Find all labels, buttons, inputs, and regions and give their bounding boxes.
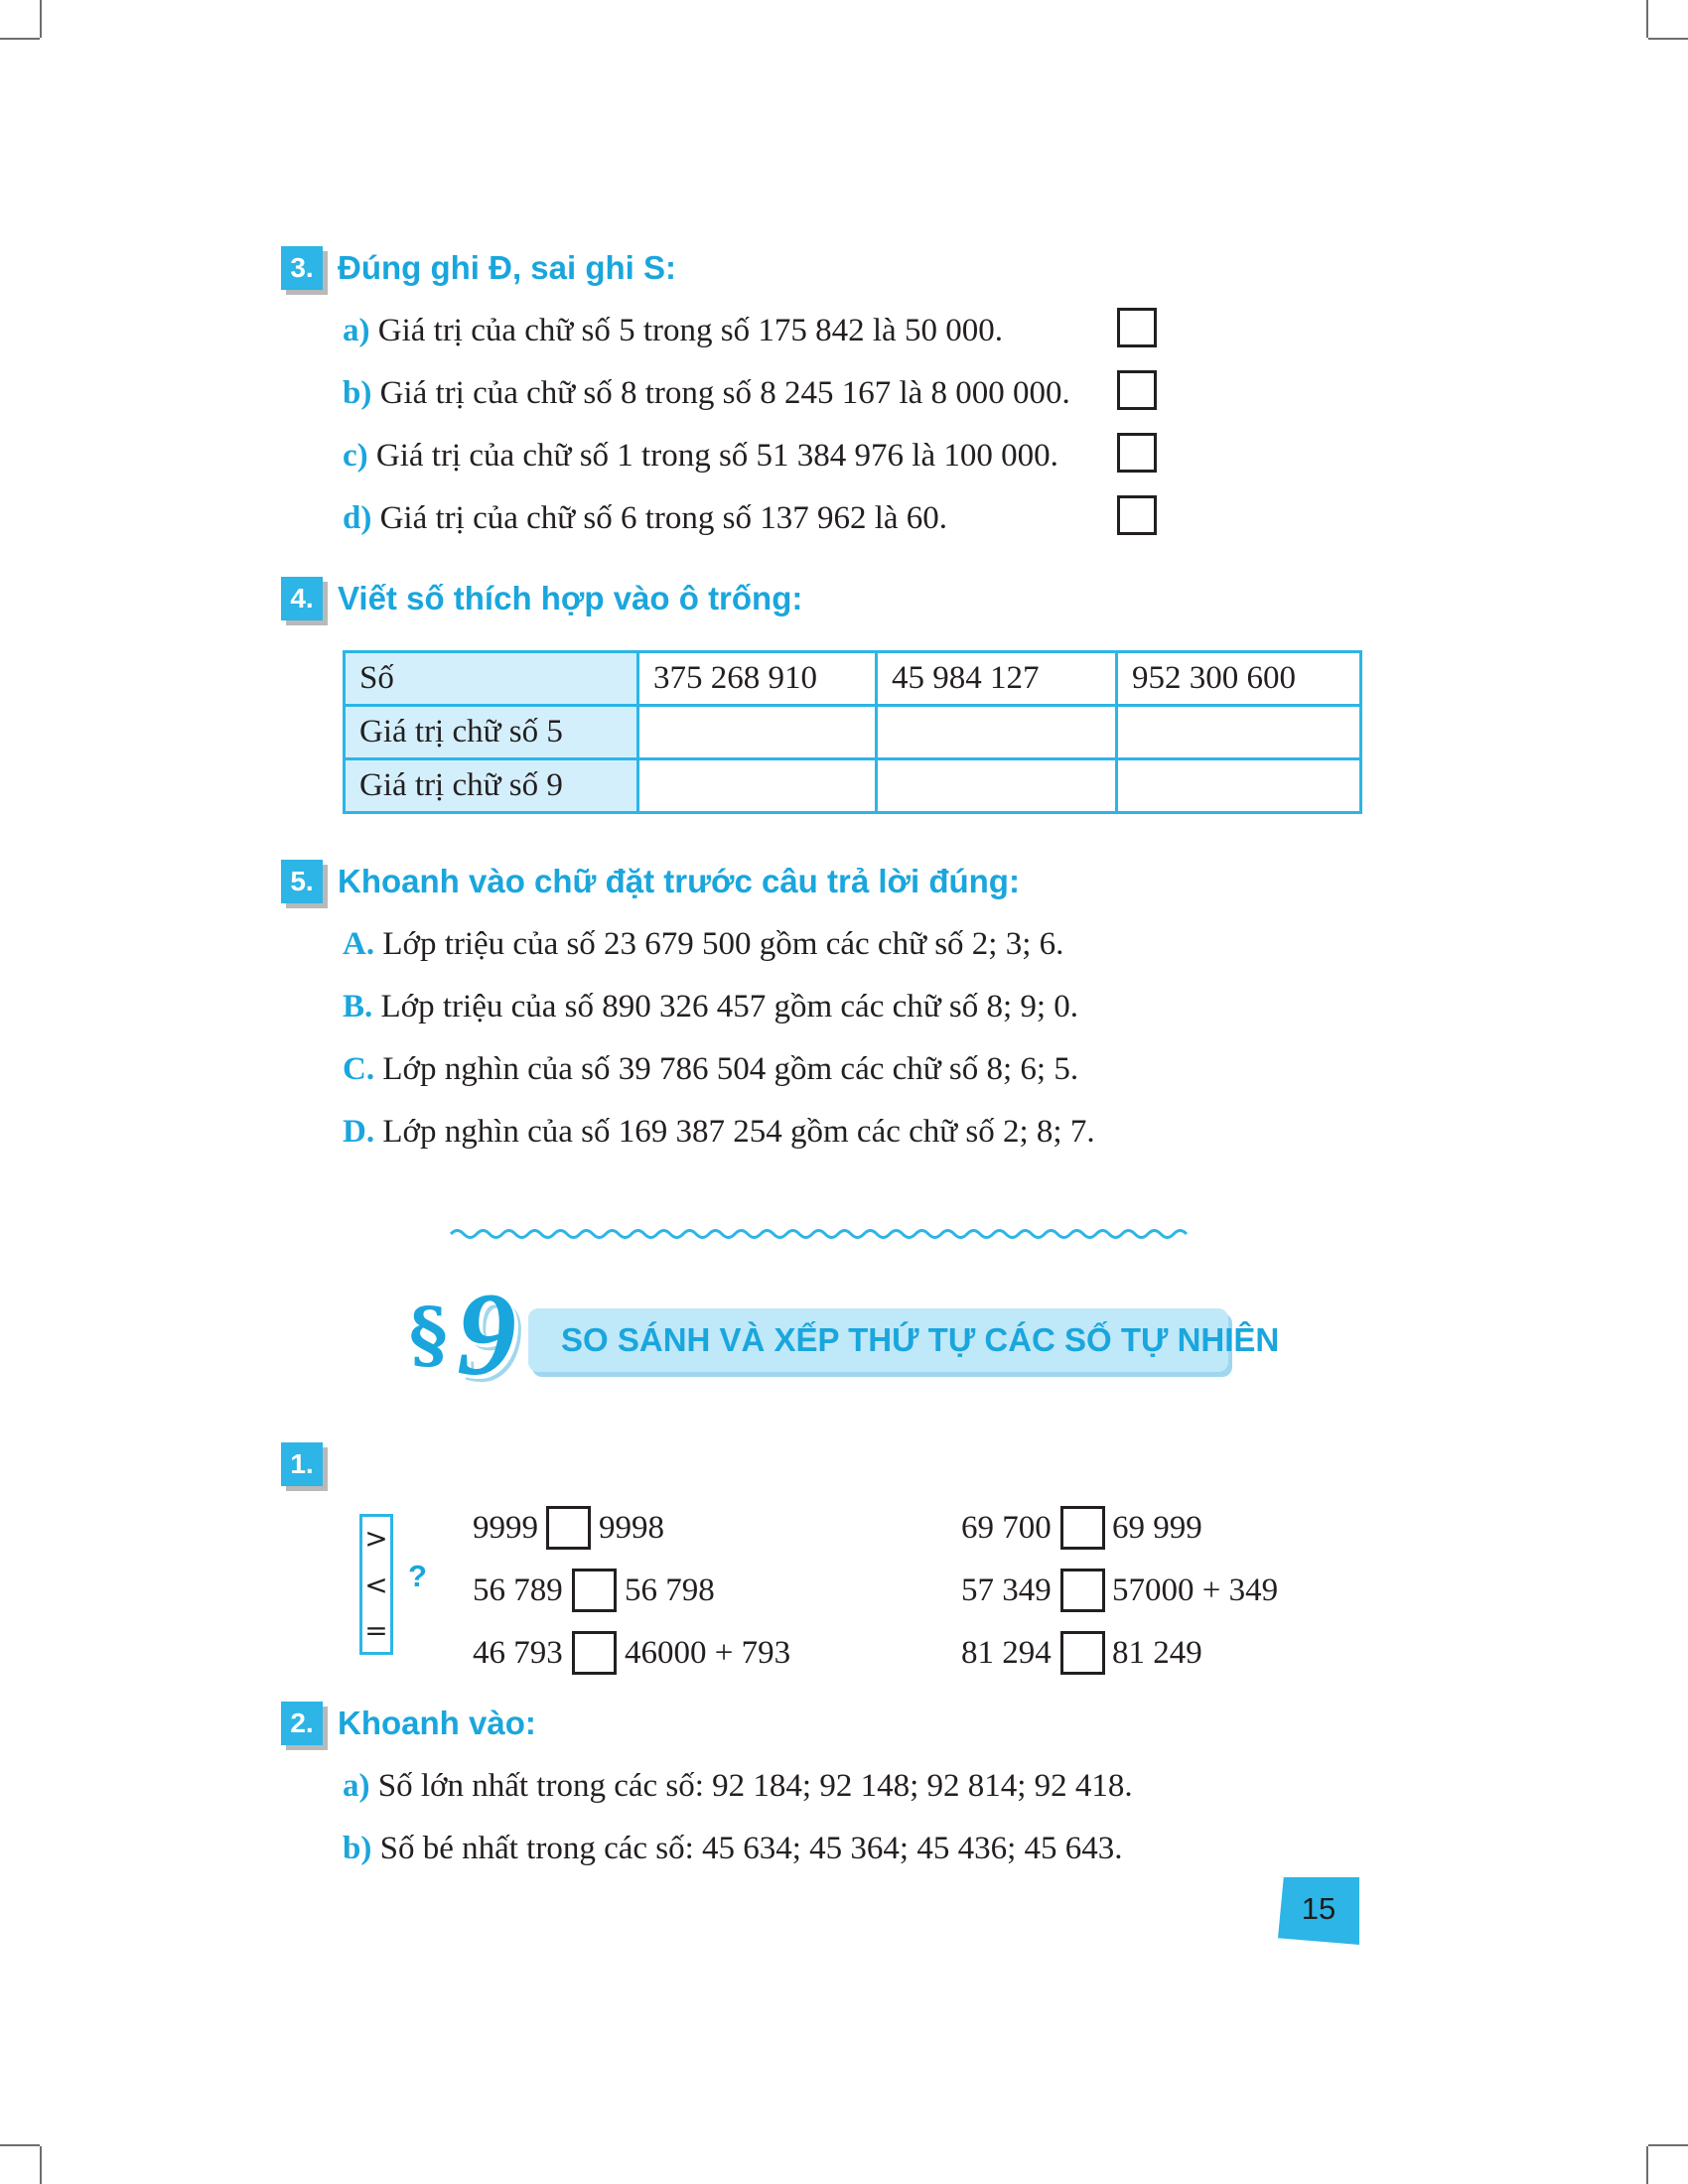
crop-mark [1646, 0, 1648, 38]
option-label: D. [343, 1114, 375, 1150]
greater-than-sign: > [364, 1522, 388, 1555]
exercise-3-item-a [343, 309, 1003, 352]
answer-box-3a[interactable] [1117, 308, 1157, 347]
wavy-divider [449, 1224, 1189, 1244]
table-cell-number: 952 300 600 [1117, 652, 1361, 706]
section-symbol: § [409, 1293, 448, 1378]
option-text: Lớp nghìn của số 169 387 254 gồm các chữ số 2; 8; 7. [382, 1114, 1095, 1150]
compare-right-a: 57 349 [961, 1572, 1052, 1608]
page-number: 15 [1301, 1891, 1336, 1926]
compare-right-a: 69 700 [961, 1510, 1052, 1546]
table-row [345, 759, 1361, 813]
exercise-4-badge: 4. [281, 577, 323, 620]
exercise-5-title: Khoanh vào chữ đặt trước câu trả lời đúng: [338, 863, 1020, 899]
section-number: 9 [457, 1268, 516, 1400]
item-text: Số lớn nhất trong các số: 92 184; 92 148; 92 814; 92 418. [377, 1768, 1133, 1804]
compare-box[interactable] [572, 1631, 617, 1675]
exercise-3-item-b [343, 371, 1070, 415]
exercise-5-badge: 5. [281, 860, 323, 903]
s9-exercise-2-title: Khoanh vào: [338, 1705, 536, 1741]
option-label: A. [343, 926, 375, 962]
question-mark: ? [408, 1559, 427, 1593]
table-row [345, 652, 1361, 706]
item-label: c) [343, 438, 368, 474]
crop-mark [40, 2146, 42, 2184]
blank-cell[interactable] [877, 759, 1117, 813]
option-text: Lớp triệu của số 23 679 500 gồm các chữ số 2; 3; 6. [382, 926, 1064, 962]
item-text: Giá trị của chữ số 5 trong số 175 842 là 50 000. [377, 313, 1003, 348]
row-label-digit-9: Giá trị chữ số 9 [345, 759, 638, 813]
compare-box[interactable] [1060, 1569, 1105, 1612]
compare-left-a: 9999 [473, 1510, 538, 1546]
compare-left-a: 56 789 [473, 1572, 563, 1608]
item-label: a) [343, 1768, 370, 1804]
crop-mark [0, 2144, 40, 2146]
answer-box-3d[interactable] [1117, 495, 1157, 535]
exercise-3-badge: 3. [281, 246, 323, 290]
section-title: SO SÁNH VÀ XẾP THỨ TỰ CÁC SỐ TỰ NHIÊN [561, 1321, 1280, 1358]
exercise-3-item-d [343, 496, 947, 540]
compare-right-b: 57000 + 349 [1112, 1572, 1279, 1608]
s9-exercise-2-badge: 2. [281, 1702, 323, 1745]
item-label: b) [343, 1831, 372, 1866]
item-text: Giá trị của chữ số 6 trong số 137 962 là 60. [379, 500, 948, 536]
row-label-number: Số [345, 652, 638, 706]
compare-right-b: 81 249 [1112, 1635, 1202, 1671]
table-cell-number: 375 268 910 [638, 652, 877, 706]
item-text: Số bé nhất trong các số: 45 634; 45 364; 45 436; 45 643. [379, 1831, 1123, 1866]
option-a[interactable] [343, 922, 1063, 966]
equals-sign: = [364, 1614, 388, 1647]
item-text: Giá trị của chữ số 8 trong số 8 245 167 là 8 000 000. [379, 375, 1070, 411]
crop-mark [40, 0, 42, 38]
compare-box[interactable] [572, 1569, 617, 1612]
option-text: Lớp triệu của số 890 326 457 gồm các chữ số 8; 9; 0. [380, 989, 1079, 1024]
answer-box-3b[interactable] [1117, 370, 1157, 410]
blank-cell[interactable] [1117, 706, 1361, 759]
item-label: b) [343, 375, 372, 411]
option-d[interactable] [343, 1110, 1095, 1154]
operator-column [359, 1514, 393, 1655]
s9-exercise-2-item-b [343, 1827, 1123, 1870]
option-label: C. [343, 1051, 375, 1087]
compare-box[interactable] [1060, 1506, 1105, 1550]
blank-cell[interactable] [877, 706, 1117, 759]
table-row [345, 706, 1361, 759]
blank-cell[interactable] [638, 759, 877, 813]
blank-cell[interactable] [638, 706, 877, 759]
compare-box[interactable] [546, 1506, 591, 1550]
blank-cell[interactable] [1117, 759, 1361, 813]
item-text: Giá trị của chữ số 1 trong số 51 384 976 là 100 000. [375, 438, 1058, 474]
option-text: Lớp nghìn của số 39 786 504 gồm các chữ số 8; 6; 5. [382, 1051, 1079, 1087]
less-than-sign: < [364, 1569, 388, 1601]
compare-left-b: 46000 + 793 [625, 1635, 791, 1671]
item-label: a) [343, 313, 370, 348]
compare-left-b: 9998 [599, 1510, 664, 1546]
exercise-3-title: Đúng ghi Đ, sai ghi S: [338, 249, 676, 286]
option-b[interactable] [343, 985, 1078, 1028]
s9-exercise-2-item-a [343, 1764, 1133, 1808]
compare-left-b: 56 798 [625, 1572, 715, 1608]
option-label: B. [343, 989, 373, 1024]
exercise-3-item-c [343, 434, 1058, 478]
crop-mark [0, 38, 40, 40]
compare-right-a: 81 294 [961, 1635, 1052, 1671]
compare-box[interactable] [1060, 1631, 1105, 1675]
digit-value-table [343, 650, 1362, 814]
crop-mark [1648, 2144, 1688, 2146]
s9-exercise-1-badge: 1. [281, 1442, 323, 1486]
item-label: d) [343, 500, 372, 536]
answer-box-3c[interactable] [1117, 433, 1157, 473]
compare-right-b: 69 999 [1112, 1510, 1202, 1546]
option-c[interactable] [343, 1047, 1078, 1091]
table-cell-number: 45 984 127 [877, 652, 1117, 706]
crop-mark [1648, 38, 1688, 40]
exercise-4-title: Viết số thích hợp vào ô trống: [338, 580, 803, 616]
crop-mark [1646, 2146, 1648, 2184]
row-label-digit-5: Giá trị chữ số 5 [345, 706, 638, 759]
compare-left-a: 46 793 [473, 1635, 563, 1671]
